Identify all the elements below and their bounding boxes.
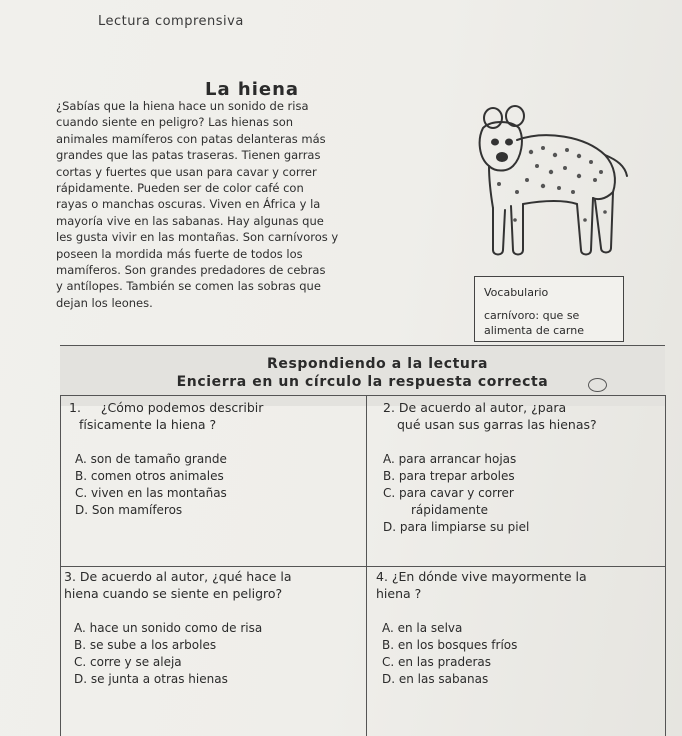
question-1-text: físicamente la hiena ?	[79, 417, 217, 432]
reading-line: les gusta vivir en las montañas. Son carnívoros y	[56, 230, 339, 245]
vocabulary-box	[474, 276, 624, 342]
reading-line: animales mamíferos con patas delanteras más	[56, 131, 326, 146]
answer-option[interactable]: D. en las sabanas	[382, 672, 489, 686]
answer-option[interactable]: A. en la selva	[382, 621, 463, 635]
questions-table	[60, 395, 666, 736]
reading-passage	[56, 98, 466, 311]
worksheet-header: Lectura comprensiva	[98, 14, 244, 29]
circle-example-icon	[588, 378, 607, 392]
question-1-text: ¿Cómo podemos describir	[100, 400, 264, 415]
question-3-text: 3. De acuerdo al autor, ¿qué hace la	[64, 569, 292, 584]
answer-option[interactable]: A. hace un sonido como de risa	[74, 621, 263, 635]
table-column-divider	[366, 396, 367, 736]
answer-option[interactable]: D. Son mamíferos	[75, 503, 183, 517]
reading-line: grandes que las patas traseras. Tienen garras	[56, 148, 321, 163]
question-2	[383, 399, 663, 536]
answer-option[interactable]: C. para cavar y correr	[383, 486, 514, 500]
answer-option[interactable]: B. para trepar arboles	[383, 469, 515, 483]
vocabulary-title: Vocabulario	[484, 286, 549, 299]
question-4	[376, 568, 661, 688]
vocabulary-definition: carnívoro: que se	[484, 309, 580, 322]
reading-line: mayoría vive en las sabanas. Hay algunas que	[56, 213, 324, 228]
vocabulary-definition: alimenta de carne	[484, 324, 584, 337]
question-2-text: qué usan sus garras las hienas?	[397, 417, 597, 432]
answer-option[interactable]: B. se sube a los arboles	[74, 638, 217, 652]
answer-option-continuation: rápidamente	[411, 503, 488, 517]
answer-option[interactable]: B. en los bosques fríos	[382, 638, 518, 652]
reading-line: mamíferos. Son grandes predadores de cebras	[56, 263, 326, 278]
reading-line: cortas y fuertes que usan para cavar y correr	[56, 164, 317, 179]
quiz-title: Respondiendo a la lectura	[266, 356, 489, 372]
table-row-divider	[61, 566, 665, 567]
question-4-text: 4. ¿En dónde vive mayormente la	[376, 569, 587, 584]
answer-option[interactable]: C. viven en las montañas	[75, 486, 227, 500]
answer-option[interactable]: B. comen otros animales	[75, 469, 224, 483]
reading-line: y antílopes. También se comen las sobras que	[56, 279, 321, 294]
answer-option[interactable]: C. corre y se aleja	[74, 655, 182, 669]
reading-line: poseen la mordida más fuerte de todos los	[56, 246, 303, 261]
page-title: La hiena	[205, 79, 300, 100]
answer-option[interactable]: A. para arrancar hojas	[383, 452, 517, 466]
hyena-illustration	[455, 100, 633, 265]
question-4-text: hiena ?	[376, 586, 422, 601]
answer-option[interactable]: C. en las praderas	[382, 655, 492, 669]
answer-option[interactable]: D. para limpiarse su piel	[383, 520, 530, 534]
answer-option[interactable]: D. se junta a otras hienas	[74, 672, 228, 686]
answer-option[interactable]: A. son de tamaño grande	[75, 452, 227, 466]
reading-line: rápidamente. Pueden ser de color café con	[56, 181, 304, 196]
question-2-text: 2. De acuerdo al autor, ¿para	[383, 400, 567, 415]
reading-line: dejan los leones.	[56, 295, 153, 310]
question-1-number: 1.	[69, 400, 81, 415]
question-3	[64, 568, 364, 688]
question-1	[69, 399, 361, 519]
quiz-instructions: Encierra en un círculo la respuesta correcta	[176, 374, 549, 390]
reading-line: rayas o manchas oscuras. Viven en África y la	[56, 197, 321, 212]
question-3-text: hiena cuando se siente en peligro?	[64, 586, 283, 601]
reading-line: cuando siente en peligro? Las hienas son	[56, 115, 294, 130]
reading-line: ¿Sabías que la hiena hace un sonido de risa	[56, 99, 309, 113]
